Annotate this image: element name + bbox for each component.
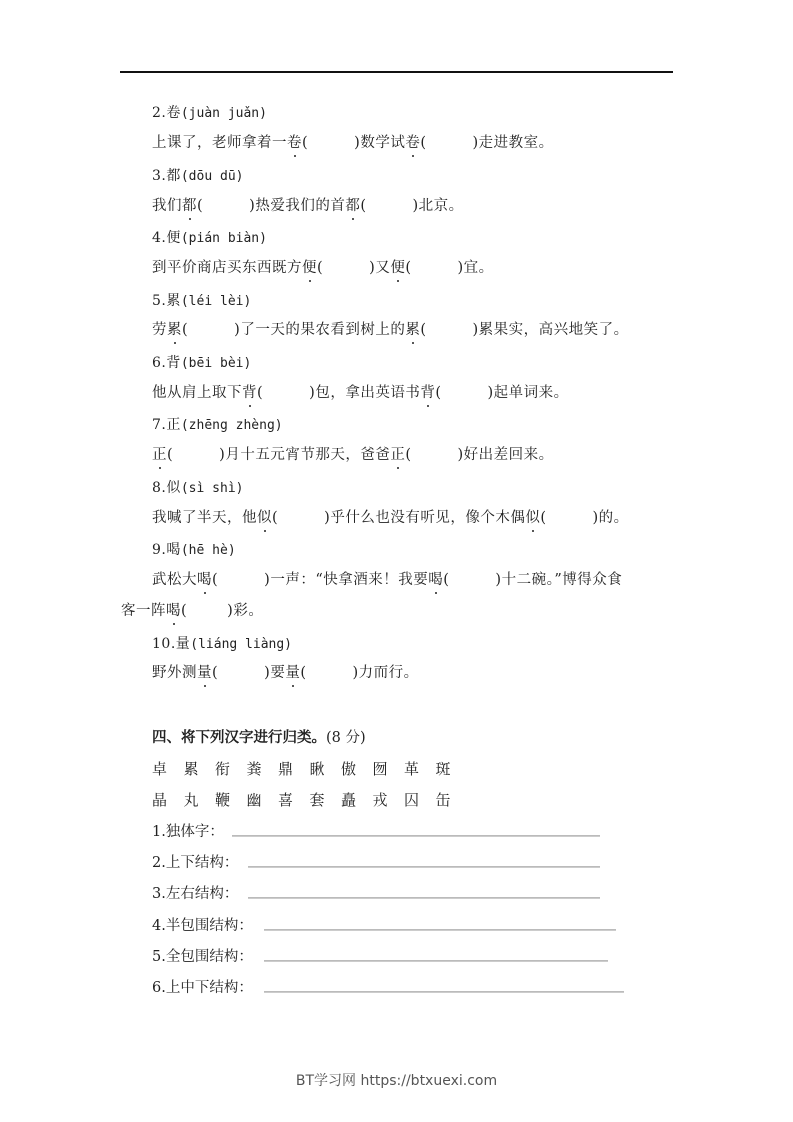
answer-line-3[interactable] [248, 897, 600, 899]
item-2-header: 2.卷(juàn juǎn) [152, 105, 267, 121]
item-9-sentence: 武松大喝( )一声：“快拿酒来！我要喝( )十二碗。”博得众食 [152, 568, 622, 589]
answer-line-1[interactable] [232, 835, 600, 837]
item-3-sentence: 我们都( )热爱我们的首都( )北京。 [152, 194, 464, 215]
item-7-header: 7.正(zhēng zhèng) [152, 417, 283, 433]
item-7-sentence: 正( )月十五元宵节那天，爸爸正( )好出差回来。 [152, 443, 554, 464]
item-3-header: 3.都(dōu dū) [152, 168, 244, 184]
answer-line-5[interactable] [264, 960, 608, 962]
category-label-1: 1.独体字： [152, 824, 224, 840]
item-8-header: 8.似(sì shì) [152, 480, 244, 496]
category-label-2: 2.上下结构： [152, 855, 239, 871]
header-rule [120, 71, 673, 73]
item-4-sentence: 到平价商店买东西既方便( )又便( )宜。 [152, 256, 494, 277]
answer-line-6[interactable] [264, 991, 624, 993]
item-6-sentence: 他从肩上取下背( )包，拿出英语书背( )起单词来。 [152, 381, 569, 402]
category-label-4: 4.半包围结构： [152, 918, 253, 934]
char-row-1: 卓 累 衔 粪 鼎 瞅 傲 囫 革 斑 [152, 760, 451, 778]
category-label-5: 5.全包围结构： [152, 949, 253, 965]
item-9-header: 9.喝(hē hè) [152, 542, 236, 558]
item-4-header: 4.便(pián biàn) [152, 230, 267, 246]
item-5-header: 5.累(léi lèi) [152, 293, 252, 309]
section-4-title: 四、将下列汉字进行归类。(8 分) [152, 730, 366, 746]
category-label-6: 6.上中下结构： [152, 980, 253, 996]
category-label-3: 3.左右结构： [152, 886, 239, 902]
item-2-sentence: 上课了，老师拿着一卷( )数学试卷( )走进教室。 [152, 131, 554, 152]
answer-line-2[interactable] [248, 866, 600, 868]
item-10-header: 10.量(liáng liàng) [152, 636, 293, 652]
answer-line-4[interactable] [264, 929, 616, 931]
char-row-2: 晶 丸 鞭 幽 喜 套 矗 戎 囚 缶 [152, 791, 451, 809]
item-5-sentence: 劳累( )了一天的果农看到树上的累( )累果实，高兴地笑了。 [152, 318, 629, 339]
item-6-header: 6.背(bēi bèi) [152, 355, 252, 371]
item-9-continuation: 客一阵喝( )彩。 [121, 599, 263, 620]
footer-watermark: BT学习网 https://btxuexi.com [295, 1073, 498, 1089]
item-8-sentence: 我喊了半天，他似( )乎什么也没有听见，像个木偶似( )的。 [152, 506, 629, 527]
item-10-sentence: 野外测量( )要量( )力而行。 [152, 661, 419, 682]
